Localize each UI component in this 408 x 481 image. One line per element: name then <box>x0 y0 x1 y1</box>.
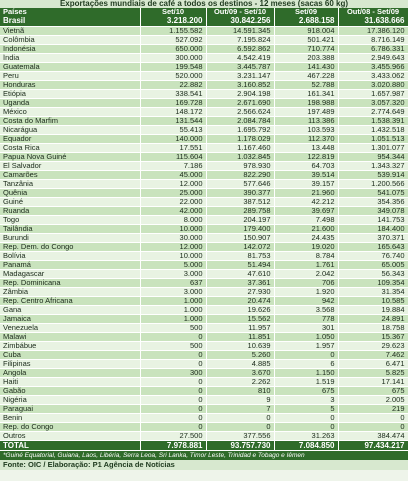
cell-out08-set09: 10.585 <box>338 297 408 306</box>
cell-country: El Salvador <box>0 162 140 171</box>
cell-country: Costa do Marfim <box>0 117 140 126</box>
cell-out08-set09: 1.657.987 <box>338 90 408 99</box>
cell-out09-set10: 2.904.198 <box>206 90 274 99</box>
cell-out08-set09: 6.471 <box>338 360 408 369</box>
cell-set10: 55.413 <box>140 126 206 135</box>
table-row <box>0 27 408 36</box>
table-row <box>0 315 408 324</box>
exports-table <box>0 8 408 451</box>
cell-country: Panamá <box>0 261 140 270</box>
table-row <box>0 414 408 423</box>
cell-out08-set09: 31.638.666 <box>338 16 408 27</box>
cell-set10: 500 <box>140 324 206 333</box>
table-row <box>0 432 408 441</box>
cell-set09: 39.697 <box>274 207 338 216</box>
cell-country: Uganda <box>0 99 140 108</box>
table-row <box>0 54 408 63</box>
cell-set09: 942 <box>274 297 338 306</box>
cell-out09-set10: 2.566.624 <box>206 108 274 117</box>
cell-out08-set09: 6.786.331 <box>338 45 408 54</box>
cell-set10: 8.000 <box>140 216 206 225</box>
cell-set10: 5.000 <box>140 261 206 270</box>
table-row <box>0 216 408 225</box>
cell-country: Guiné <box>0 198 140 207</box>
cell-set09: 5 <box>274 405 338 414</box>
table-row <box>0 162 408 171</box>
cell-set09: 675 <box>274 387 338 396</box>
cell-set09: 103.593 <box>274 126 338 135</box>
cell-country: Papua Nova Guiné <box>0 153 140 162</box>
cell-set10: 0 <box>140 423 206 432</box>
cell-out08-set09: 1.432.518 <box>338 126 408 135</box>
cell-out09-set10: 10.639 <box>206 342 274 351</box>
cell-out08-set09: 219 <box>338 405 408 414</box>
cell-out09-set10: 3.231.147 <box>206 72 274 81</box>
cell-set09: 39.514 <box>274 171 338 180</box>
cell-out09-set10: 47.610 <box>206 270 274 279</box>
cell-country: Gabão <box>0 387 140 396</box>
table-row <box>0 279 408 288</box>
table-row <box>0 189 408 198</box>
cell-out08-set09: 5.825 <box>338 369 408 378</box>
cell-set10: 300.000 <box>140 54 206 63</box>
cell-country: Zimbábue <box>0 342 140 351</box>
cell-out08-set09: 384.474 <box>338 432 408 441</box>
cell-set10: 0 <box>140 360 206 369</box>
cell-country: Costa Rica <box>0 144 140 153</box>
cell-set10: 22.882 <box>140 81 206 90</box>
cell-set10: 10.000 <box>140 225 206 234</box>
cell-set09: 39.157 <box>274 180 338 189</box>
cell-country: Guatemala <box>0 63 140 72</box>
cell-out08-set09: 539.914 <box>338 171 408 180</box>
cell-country: Índia <box>0 54 140 63</box>
cell-set10: 140.000 <box>140 135 206 144</box>
cell-set10: 0 <box>140 378 206 387</box>
cell-set10: 25.000 <box>140 189 206 198</box>
cell-out08-set09: 2.949.643 <box>338 54 408 63</box>
cell-out08-set09: 17.141 <box>338 378 408 387</box>
cell-out08-set09: 141.753 <box>338 216 408 225</box>
cell-out09-set10: 4.542.419 <box>206 54 274 63</box>
cell-set09: 141.430 <box>274 63 338 72</box>
table-row <box>0 342 408 351</box>
cell-set09: 301 <box>274 324 338 333</box>
table-row <box>0 126 408 135</box>
cell-set10: 0 <box>140 414 206 423</box>
cell-set10: 1.000 <box>140 315 206 324</box>
cell-out08-set09: 370.371 <box>338 234 408 243</box>
cell-set09: 203.388 <box>274 54 338 63</box>
cell-out09-set10: 2.671.690 <box>206 99 274 108</box>
cell-out09-set10: 0 <box>206 414 274 423</box>
cell-out08-set09: 3.020.880 <box>338 81 408 90</box>
cell-set09: 8.784 <box>274 252 338 261</box>
cell-out08-set09: 541.075 <box>338 189 408 198</box>
table-row <box>0 360 408 369</box>
cell-set09: 6 <box>274 360 338 369</box>
table-row <box>0 324 408 333</box>
cell-out09-set10: 1.695.792 <box>206 126 274 135</box>
cell-set10: 0 <box>140 333 206 342</box>
cell-set09: 161.341 <box>274 90 338 99</box>
table-row <box>0 153 408 162</box>
table-row <box>0 108 408 117</box>
table-row <box>0 234 408 243</box>
cell-out09-set10: 2.084.784 <box>206 117 274 126</box>
cell-out08-set09: 165.643 <box>338 243 408 252</box>
cell-set10: 42.000 <box>140 207 206 216</box>
source-credit: Fonte: OIC / Elaboração: P1 Agência de Notícias <box>0 460 408 470</box>
cell-country: Brasil <box>0 16 140 27</box>
cell-country: Zâmbia <box>0 288 140 297</box>
table-row <box>0 180 408 189</box>
cell-set10: 1.000 <box>140 297 206 306</box>
cell-out08-set09: 3.057.320 <box>338 99 408 108</box>
cell-set09: 1.150 <box>274 369 338 378</box>
cell-set09: 1.050 <box>274 333 338 342</box>
cell-set10: 27.500 <box>140 432 206 441</box>
table-row <box>0 81 408 90</box>
cell-set09: 778 <box>274 315 338 324</box>
header-out09-set10: Out/09 - Set/10 <box>206 8 274 16</box>
cell-out08-set09: 1.051.513 <box>338 135 408 144</box>
table-row <box>0 405 408 414</box>
cell-country: Haiti <box>0 378 140 387</box>
cell-out09-set10: 11.957 <box>206 324 274 333</box>
header-out08-set09: Out/08 - Set/09 <box>338 8 408 16</box>
cell-out08-set09: 65.005 <box>338 261 408 270</box>
cell-out08-set09: 19.884 <box>338 306 408 315</box>
cell-out08-set09: 8.716.149 <box>338 36 408 45</box>
cell-out09-set10: 7.195.824 <box>206 36 274 45</box>
cell-set09: 113.386 <box>274 117 338 126</box>
cell-out09-set10: 1.167.460 <box>206 144 274 153</box>
cell-out09-set10: 577.646 <box>206 180 274 189</box>
cell-set09: 2.042 <box>274 270 338 279</box>
cell-out08-set09: 2.774.649 <box>338 108 408 117</box>
cell-out09-set10: 9 <box>206 396 274 405</box>
cell-set10: 199.548 <box>140 63 206 72</box>
cell-country: Quênia <box>0 189 140 198</box>
cell-out08-set09: 1.343.327 <box>338 162 408 171</box>
cell-out09-set10: 822.290 <box>206 171 274 180</box>
table-row <box>0 63 408 72</box>
cell-out08-set09: 7.462 <box>338 351 408 360</box>
cell-out09-set10: 15.562 <box>206 315 274 324</box>
cell-country: Nigéria <box>0 396 140 405</box>
cell-country: TOTAL <box>0 441 140 451</box>
cell-country: Bolívia <box>0 252 140 261</box>
cell-out09-set10: 27.930 <box>206 288 274 297</box>
cell-set10: 12.000 <box>140 243 206 252</box>
cell-set09: 21.960 <box>274 189 338 198</box>
table-row <box>0 207 408 216</box>
cell-out08-set09: 184.400 <box>338 225 408 234</box>
cell-country: Paraguai <box>0 405 140 414</box>
cell-country: Colômbia <box>0 36 140 45</box>
cell-out08-set09: 3.455.966 <box>338 63 408 72</box>
cell-set09: 19.020 <box>274 243 338 252</box>
cell-out08-set09: 56.343 <box>338 270 408 279</box>
cell-set09: 0 <box>274 414 338 423</box>
cell-set10: 0 <box>140 396 206 405</box>
cell-set10: 7.978.881 <box>140 441 206 451</box>
cell-out09-set10: 51.494 <box>206 261 274 270</box>
cell-set10: 7.186 <box>140 162 206 171</box>
cell-out09-set10: 3.445.787 <box>206 63 274 72</box>
cell-country: Madagascar <box>0 270 140 279</box>
cell-out09-set10: 150.907 <box>206 234 274 243</box>
cell-set10: 115.604 <box>140 153 206 162</box>
cell-out09-set10: 377.556 <box>206 432 274 441</box>
cell-out09-set10: 2.262 <box>206 378 274 387</box>
cell-set09: 0 <box>274 351 338 360</box>
cell-set09: 0 <box>274 423 338 432</box>
table-row <box>0 171 408 180</box>
cell-out08-set09: 109.354 <box>338 279 408 288</box>
cell-country: Indonésia <box>0 45 140 54</box>
cell-set09: 2.688.158 <box>274 16 338 27</box>
cell-set10: 0 <box>140 405 206 414</box>
cell-set10: 148.172 <box>140 108 206 117</box>
cell-out09-set10: 289.758 <box>206 207 274 216</box>
cell-country: Outros <box>0 432 140 441</box>
table-row <box>0 72 408 81</box>
cell-set09: 21.600 <box>274 225 338 234</box>
cell-out09-set10: 37.361 <box>206 279 274 288</box>
cell-set10: 338.541 <box>140 90 206 99</box>
cell-out09-set10: 0 <box>206 423 274 432</box>
cell-set10: 1.000 <box>140 306 206 315</box>
cell-out09-set10: 179.400 <box>206 225 274 234</box>
cell-country: Jamaica <box>0 315 140 324</box>
cell-out08-set09: 15.367 <box>338 333 408 342</box>
cell-out09-set10: 1.178.029 <box>206 135 274 144</box>
cell-country: Peru <box>0 72 140 81</box>
table-header-row <box>0 8 408 16</box>
table-row <box>0 99 408 108</box>
cell-out08-set09: 675 <box>338 387 408 396</box>
cell-set09: 918.004 <box>274 27 338 36</box>
table-row <box>0 369 408 378</box>
cell-out08-set09: 97.434.217 <box>338 441 408 451</box>
cell-set09: 13.448 <box>274 144 338 153</box>
cell-country: México <box>0 108 140 117</box>
cell-out08-set09: 349.078 <box>338 207 408 216</box>
cell-set10: 131.544 <box>140 117 206 126</box>
cell-out08-set09: 1.538.391 <box>338 117 408 126</box>
cell-out09-set10: 93.757.730 <box>206 441 274 451</box>
cell-set09: 1.761 <box>274 261 338 270</box>
table-row <box>0 225 408 234</box>
cell-country: Benin <box>0 414 140 423</box>
cell-set10: 1.155.582 <box>140 27 206 36</box>
cell-set09: 501.421 <box>274 36 338 45</box>
table-row <box>0 117 408 126</box>
cell-country: Malawi <box>0 333 140 342</box>
cell-set09: 52.788 <box>274 81 338 90</box>
cell-set09: 7.084.850 <box>274 441 338 451</box>
cell-out09-set10: 11.851 <box>206 333 274 342</box>
cell-country: Equador <box>0 135 140 144</box>
cell-out08-set09: 3.433.062 <box>338 72 408 81</box>
cell-out08-set09: 76.740 <box>338 252 408 261</box>
cell-country: Nicarágua <box>0 126 140 135</box>
table-row <box>0 351 408 360</box>
cell-set10: 30.000 <box>140 234 206 243</box>
cell-set10: 650.000 <box>140 45 206 54</box>
cell-set09: 706 <box>274 279 338 288</box>
cell-out09-set10: 14.591.345 <box>206 27 274 36</box>
cell-set10: 3.218.200 <box>140 16 206 27</box>
table-row <box>0 396 408 405</box>
cell-out09-set10: 3.670 <box>206 369 274 378</box>
cell-country: Vietnã <box>0 27 140 36</box>
cell-set09: 3 <box>274 396 338 405</box>
cell-set09: 7.498 <box>274 216 338 225</box>
cell-set10: 169.728 <box>140 99 206 108</box>
cell-out09-set10: 7 <box>206 405 274 414</box>
cell-out09-set10: 387.512 <box>206 198 274 207</box>
cell-set10: 637 <box>140 279 206 288</box>
table-row-brasil <box>0 16 408 27</box>
cell-set10: 0 <box>140 387 206 396</box>
cell-country: Burundi <box>0 234 140 243</box>
cell-country: Gana <box>0 306 140 315</box>
table-row <box>0 270 408 279</box>
table-row <box>0 306 408 315</box>
cell-out08-set09: 18.758 <box>338 324 408 333</box>
cell-out09-set10: 20.474 <box>206 297 274 306</box>
table-row <box>0 252 408 261</box>
cell-country: Cuba <box>0 351 140 360</box>
cell-set09: 42.212 <box>274 198 338 207</box>
table-row <box>0 261 408 270</box>
table-row <box>0 288 408 297</box>
table-row <box>0 45 408 54</box>
cell-out08-set09: 1.301.077 <box>338 144 408 153</box>
cell-out08-set09: 29.623 <box>338 342 408 351</box>
header-country: Países <box>0 8 140 16</box>
cell-set09: 1.920 <box>274 288 338 297</box>
table-row <box>0 90 408 99</box>
cell-out09-set10: 19.626 <box>206 306 274 315</box>
table-row <box>0 423 408 432</box>
cell-set09: 122.819 <box>274 153 338 162</box>
cell-set10: 10.000 <box>140 252 206 261</box>
cell-country: Rep. do Congo <box>0 423 140 432</box>
cell-out09-set10: 810 <box>206 387 274 396</box>
table-row <box>0 36 408 45</box>
table-row <box>0 333 408 342</box>
cell-set10: 500 <box>140 342 206 351</box>
cell-country: Rep. Dem. do Congo <box>0 243 140 252</box>
cell-out08-set09: 0 <box>338 423 408 432</box>
table-row <box>0 297 408 306</box>
footnote: *Guiné Equatorial, Guiana, Laos, Libéria, Serra Leoa, Sri Lanka, Timor Leste, Trinidad e Tobago e Iêmen <box>0 451 408 460</box>
cell-country: Tanzânia <box>0 180 140 189</box>
cell-set09: 710.774 <box>274 45 338 54</box>
table-row <box>0 378 408 387</box>
cell-country: Etiópia <box>0 90 140 99</box>
cell-set10: 520.000 <box>140 72 206 81</box>
cell-out09-set10: 4.885 <box>206 360 274 369</box>
table-row-total <box>0 441 408 451</box>
cell-set09: 31.263 <box>274 432 338 441</box>
cell-set10: 527.092 <box>140 36 206 45</box>
cell-out08-set09: 1.200.566 <box>338 180 408 189</box>
table-row <box>0 387 408 396</box>
cell-out09-set10: 3.160.852 <box>206 81 274 90</box>
table-row <box>0 198 408 207</box>
cell-set10: 300 <box>140 369 206 378</box>
cell-country: Filipinas <box>0 360 140 369</box>
cell-set09: 467.228 <box>274 72 338 81</box>
cell-country: Camarões <box>0 171 140 180</box>
cell-country: Angola <box>0 369 140 378</box>
cell-out08-set09: 17.386.120 <box>338 27 408 36</box>
header-set10: Set/10 <box>140 8 206 16</box>
table-row <box>0 135 408 144</box>
cell-country: Rep. Dominicana <box>0 279 140 288</box>
cell-set09: 1.519 <box>274 378 338 387</box>
cell-out08-set09: 24.891 <box>338 315 408 324</box>
cell-set10: 0 <box>140 351 206 360</box>
cell-out09-set10: 30.842.256 <box>206 16 274 27</box>
cell-out09-set10: 142.072 <box>206 243 274 252</box>
report-title: Exportações mundiais de café a todos os destinos - 12 meses (sacas 60 kg) <box>0 0 408 8</box>
cell-out09-set10: 81.753 <box>206 252 274 261</box>
cell-out09-set10: 6.592.862 <box>206 45 274 54</box>
cell-set09: 3.568 <box>274 306 338 315</box>
cell-set09: 197.489 <box>274 108 338 117</box>
cell-out09-set10: 978.930 <box>206 162 274 171</box>
cell-set09: 112.370 <box>274 135 338 144</box>
cell-out08-set09: 2.005 <box>338 396 408 405</box>
cell-out08-set09: 0 <box>338 414 408 423</box>
cell-set09: 24.435 <box>274 234 338 243</box>
cell-country: Venezuela <box>0 324 140 333</box>
cell-set10: 3.000 <box>140 270 206 279</box>
cell-out09-set10: 204.197 <box>206 216 274 225</box>
cell-set09: 1.957 <box>274 342 338 351</box>
cell-set10: 22.000 <box>140 198 206 207</box>
cell-set09: 64.703 <box>274 162 338 171</box>
header-set09: Set/09 <box>274 8 338 16</box>
cell-out09-set10: 5.260 <box>206 351 274 360</box>
cell-country: Honduras <box>0 81 140 90</box>
table-row <box>0 144 408 153</box>
cell-out09-set10: 390.377 <box>206 189 274 198</box>
cell-set10: 12.000 <box>140 180 206 189</box>
cell-set10: 45.000 <box>140 171 206 180</box>
cell-out08-set09: 354.356 <box>338 198 408 207</box>
cell-out08-set09: 954.344 <box>338 153 408 162</box>
cell-set09: 198.988 <box>274 99 338 108</box>
cell-country: Tailândia <box>0 225 140 234</box>
cell-out08-set09: 31.354 <box>338 288 408 297</box>
cell-country: Rep. Centro Africana <box>0 297 140 306</box>
table-row <box>0 243 408 252</box>
cell-country: Togo <box>0 216 140 225</box>
cell-country: Ruanda <box>0 207 140 216</box>
cell-out09-set10: 1.032.845 <box>206 153 274 162</box>
cell-set10: 17.551 <box>140 144 206 153</box>
cell-set10: 3.000 <box>140 288 206 297</box>
